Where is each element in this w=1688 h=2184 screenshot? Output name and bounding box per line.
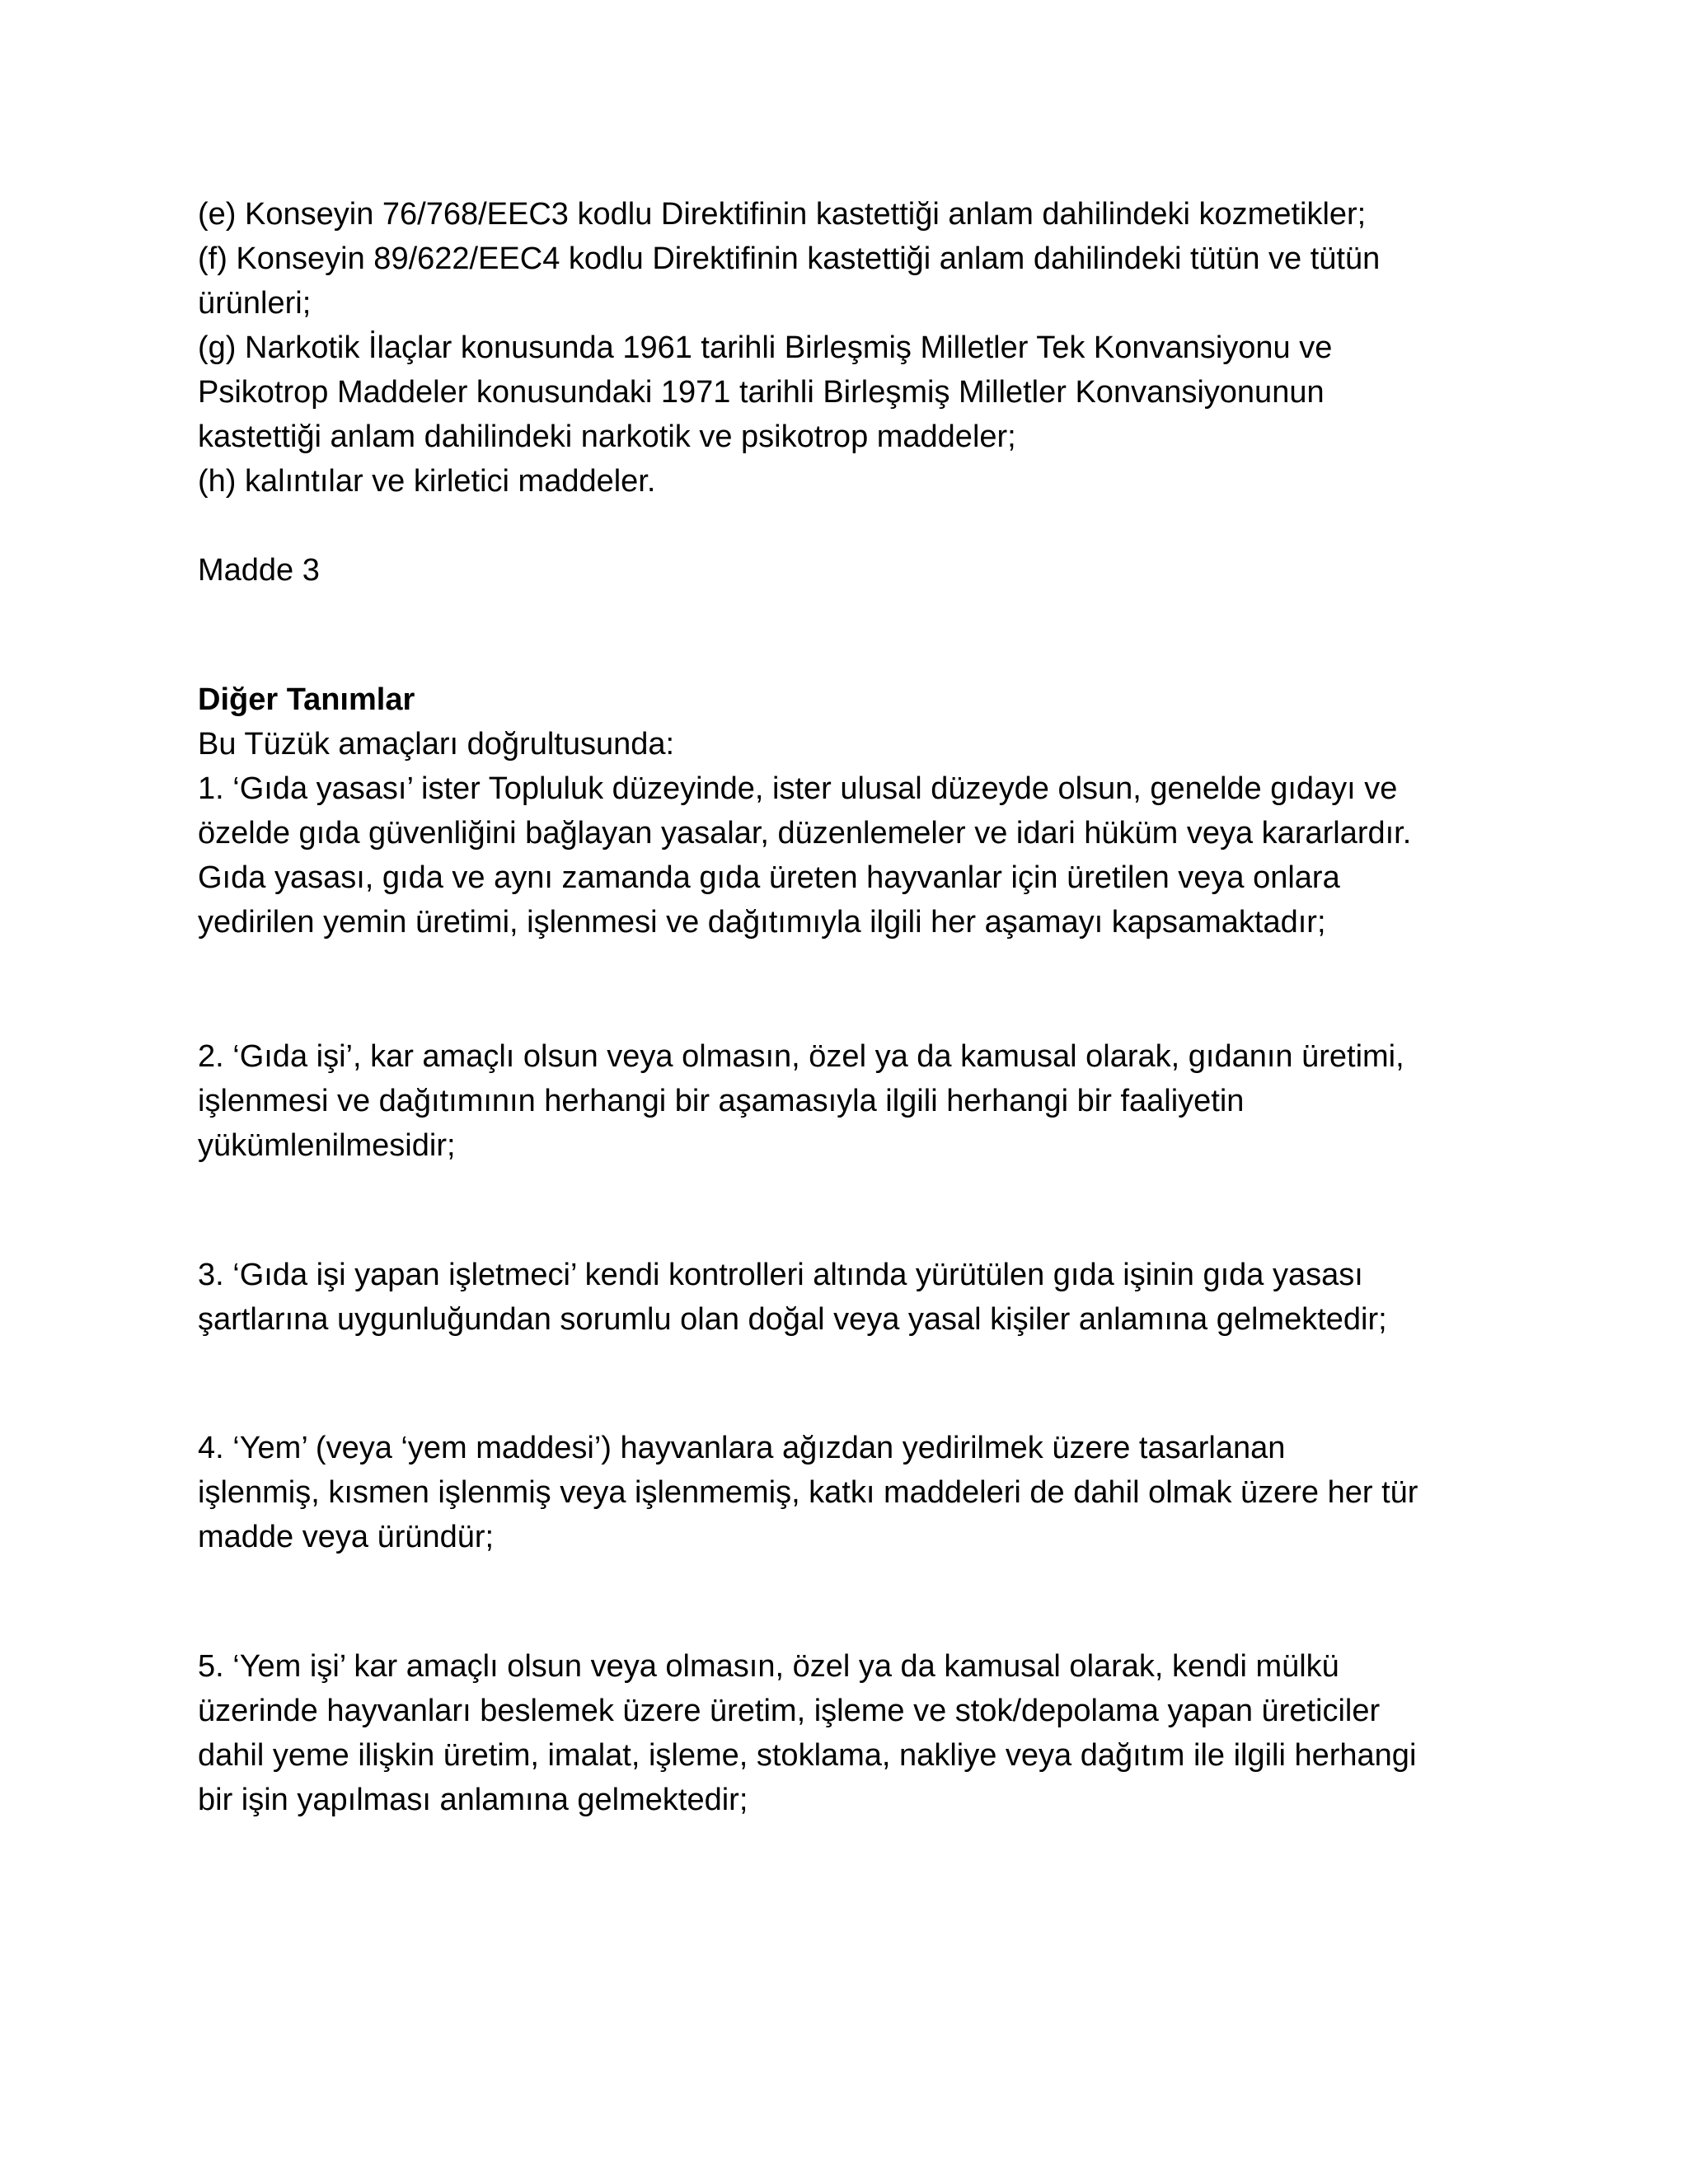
definition-1-line: yedirilen yemin üretimi, işlenmesi ve dağıtımıyla ilgili her aşamayı kapsamaktadır; [198,905,1326,940]
definition-5 [198,1644,1416,1822]
definition-2 [198,1034,1404,1168]
definition-5-line: üzerinde hayvanları beslemek üzere üretim, işleme ve stok/depolama yapan üreticiler [198,1694,1381,1728]
definition-2-line: işlenmesi ve dağıtımının herhangi bir aşamasıyla ilgili herhangi bir faaliyetin [198,1084,1245,1118]
list-item-g-continued: kastettiği anlam dahilindeki narkotik ve psikotrop maddeler; [198,419,1016,454]
list-items-block [198,192,1380,504]
list-item-f: (f) Konseyin 89/622/EEC4 kodlu Direktifinin kastettiği anlam dahilindeki tütün ve tütün [198,241,1381,276]
section-block [198,677,1411,944]
definition-4-line: madde veya üründür; [198,1520,495,1554]
list-item-g-continued: Psikotrop Maddeler konusundaki 1971 tarihli Birleşmiş Milletler Konvansiyonunun [198,375,1325,410]
list-item-g: (g) Narkotik İlaçlar konusunda 1961 tarihli Birleşmiş Milletler Tek Konvansiyonu ve [198,330,1333,365]
definition-2-line: 2. ‘Gıda işi’, kar amaçlı olsun veya olmasın, özel ya da kamusal olarak, gıdanın üretimi, [198,1039,1404,1074]
definition-3-line: şartlarına uygunluğundan sorumlu olan doğal veya yasal kişiler anlamına gelmektedir; [198,1302,1387,1337]
definition-3-line: 3. ‘Gıda işi yapan işletmeci’ kendi kontrolleri altında yürütülen gıda işinin gıda yasası [198,1258,1363,1292]
article-label-block [198,548,320,593]
definition-1-line: Gıda yasası, gıda ve aynı zamanda gıda üreten hayvanlar için üretilen veya onlara [198,860,1340,895]
definition-3 [198,1253,1387,1342]
definition-4 [198,1426,1418,1559]
definition-5-line: 5. ‘Yem işi’ kar amaçlı olsun veya olmasın, özel ya da kamusal olarak, kendi mülkü [198,1649,1339,1684]
article-label: Madde 3 [198,553,320,588]
definition-4-line: işlenmiş, kısmen işlenmiş veya işlenmemiş, katkı maddeleri de dahil olmak üzere her tür [198,1475,1418,1510]
list-item-f-continued: ürünleri; [198,286,312,321]
definition-1-line: 1. ‘Gıda yasası’ ister Topluluk düzeyinde, ister ulusal düzeyde olsun, genelde gıdayı ve [198,771,1398,806]
definition-5-line: dahil yeme ilişkin üretim, imalat, işleme, stoklama, nakliye veya dağıtım ile ilgili herhangi [198,1738,1417,1773]
list-item-h: (h) kalıntılar ve kirletici maddeler. [198,464,656,499]
section-heading: Diğer Tanımlar [198,682,415,717]
section-intro: Bu Tüzük amaçları doğrultusunda: [198,727,675,762]
definition-4-line: 4. ‘Yem’ (veya ‘yem maddesi’) hayvanlara ağızdan yedirilmek üzere tasarlanan [198,1431,1286,1465]
definition-1-line: özelde gıda güvenliğini bağlayan yasalar, düzenlemeler ve idari hüküm veya kararlardır. [198,816,1412,851]
list-item-e: (e) Konseyin 76/768/EEC3 kodlu Direktifinin kastettiği anlam dahilindeki kozmetikler; [198,197,1367,232]
definition-2-line: yükümlenilmesidir; [198,1128,456,1163]
definition-5-line: bir işin yapılması anlamına gelmektedir; [198,1783,748,1817]
